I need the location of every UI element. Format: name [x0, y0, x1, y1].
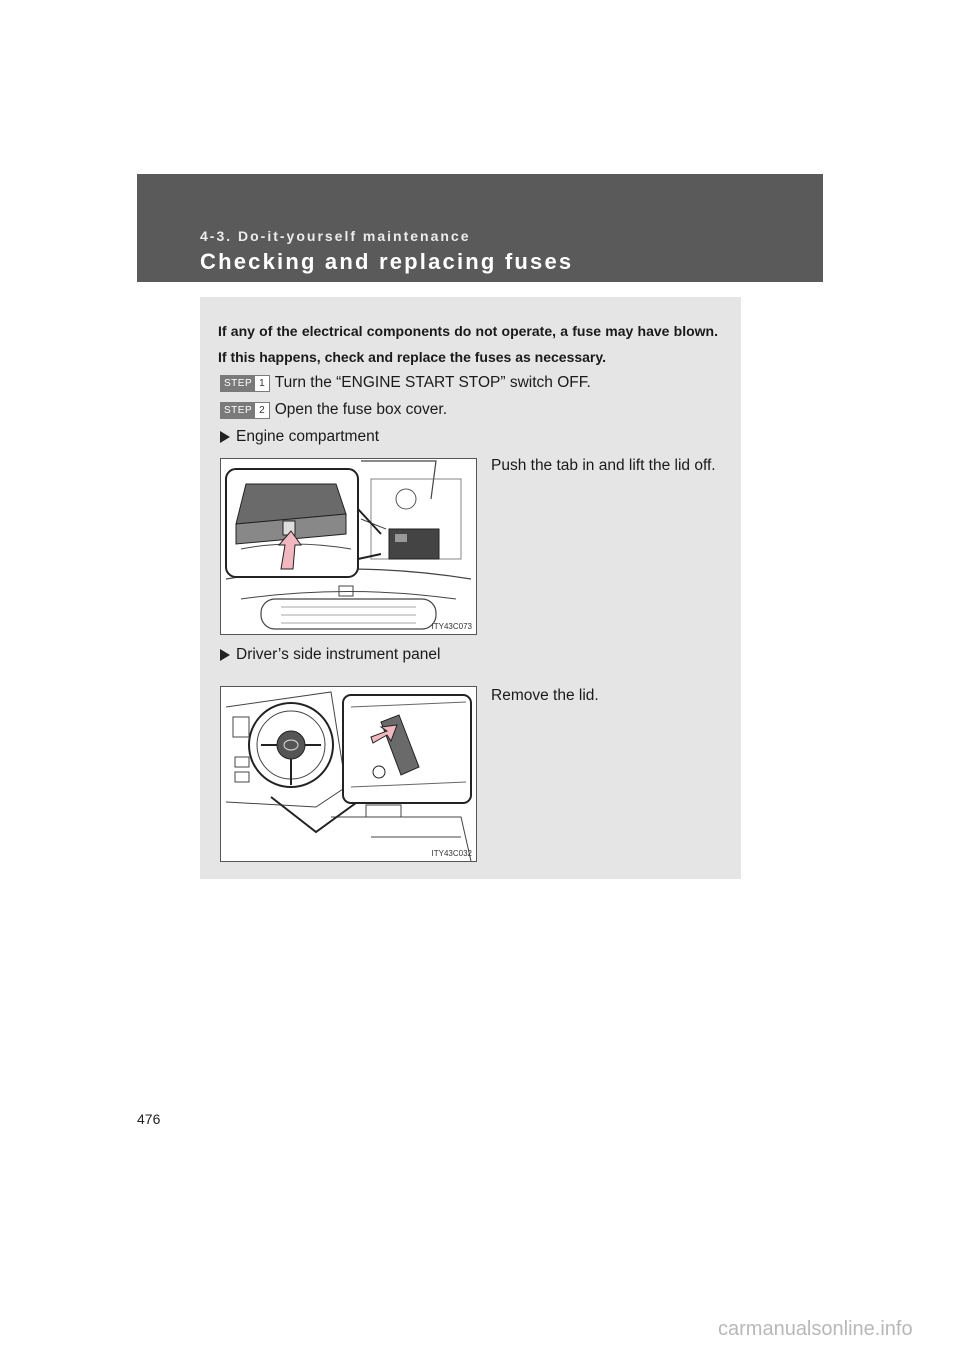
bullet-drivers-side-panel [220, 646, 440, 664]
drivers-side-description: Remove the lid. [491, 687, 599, 704]
triangle-bullet-icon [220, 649, 230, 661]
page-title: Checking and replacing fuses [200, 249, 574, 274]
step-2-badge [220, 402, 270, 419]
instrument-figure-code: ITY43C032 [431, 849, 472, 858]
engine-compartment-figure [220, 458, 477, 635]
triangle-bullet-icon [220, 431, 230, 443]
bullet-drivers-side-panel-label: Driver’s side instrument panel [236, 646, 441, 663]
bullet-engine-compartment-label: Engine compartment [236, 428, 380, 445]
engine-figure-code: ITY43C073 [431, 622, 472, 631]
bullet-engine-compartment [220, 428, 379, 446]
step-1-badge [220, 375, 270, 392]
step-2-text: Open the fuse box cover. [274, 401, 448, 418]
intro-text: If any of the electrical components do not operate, a fuse may have blown. If this happens, check and replace the fuses as necessary. [218, 323, 718, 365]
instrument-panel-figure [220, 686, 477, 862]
step-2-badge-word: STEP [221, 403, 255, 418]
step-1-text: Turn the “ENGINE START STOP” switch OFF. [274, 374, 591, 391]
engine-compartment-description: Push the tab in and lift the lid off. [491, 457, 716, 474]
watermark-text: carmanualsonline.info [718, 1318, 913, 1340]
engine-fuse-box-illustration [221, 459, 476, 634]
section-label: 4-3. Do-it-yourself maintenance [200, 228, 471, 244]
step-1-badge-word: STEP [221, 376, 255, 391]
step-2 [220, 401, 447, 419]
step-1 [220, 374, 591, 392]
instrument-panel-illustration [221, 687, 476, 861]
page-number: 476 [137, 1111, 161, 1127]
step-1-badge-number: 1 [255, 376, 269, 391]
step-2-badge-number: 2 [255, 403, 269, 418]
